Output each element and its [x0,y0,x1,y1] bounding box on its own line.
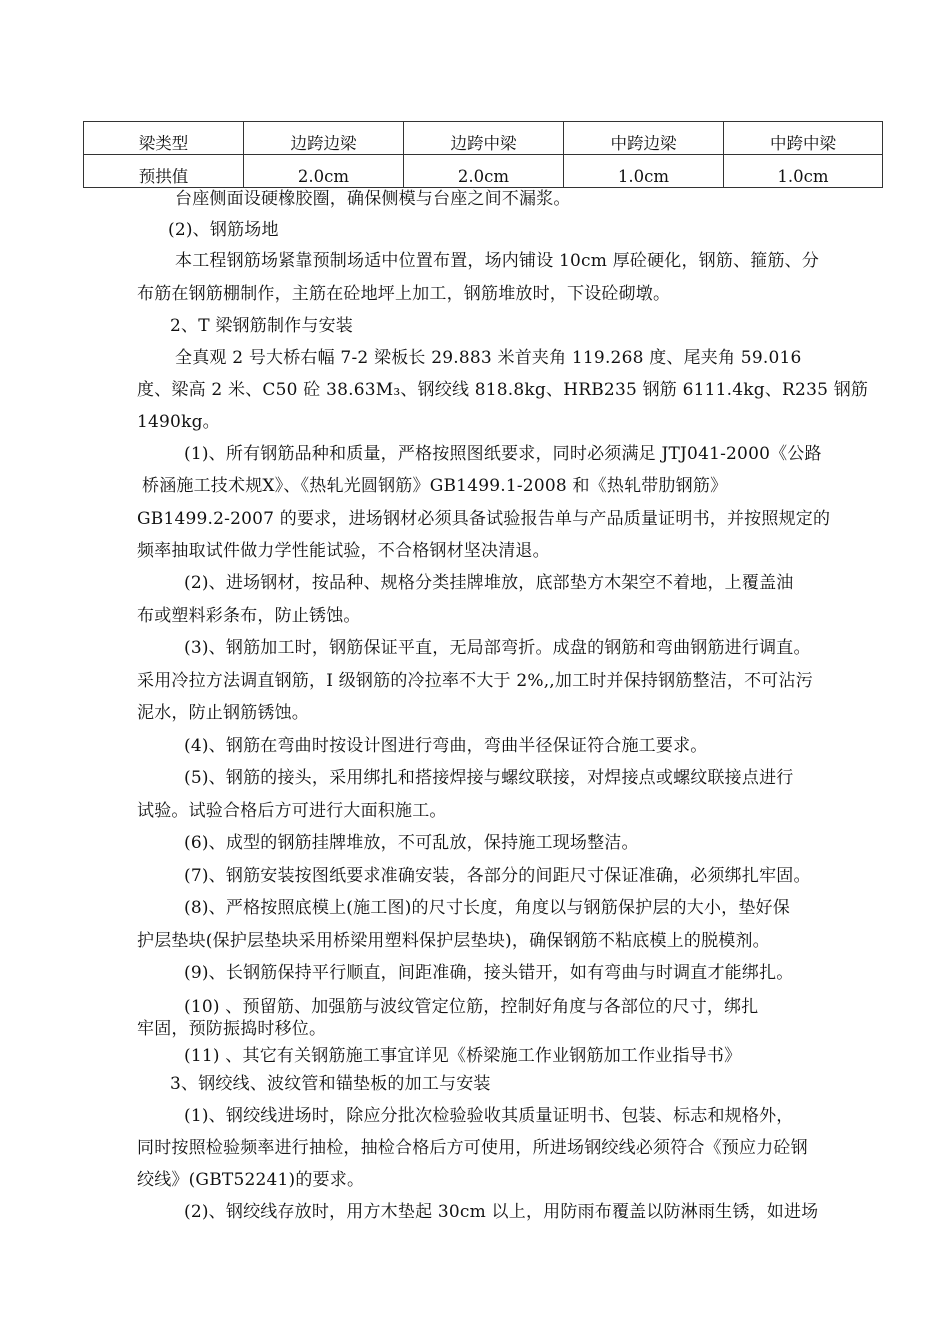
text-line: 布或塑料彩条布，防止锈蚀。 [137,606,361,626]
text-line: 布筋在钢筋棚制作，主筋在砼地坪上加工，钢筋堆放时，下设砼砌墩。 [137,284,671,304]
section-heading: 3、钢绞线、波纹管和锚垫板的加工与安装 [170,1074,491,1094]
text-line: 本工程钢筋场紧靠预制场适中位置布置，场内铺设 10cm 厚砼硬化，钢筋、箍筋、分 [175,251,820,271]
text-line: 泥水，防止钢筋锈蚀。 [137,703,309,723]
header-cell: 中跨边梁 [564,122,724,155]
text-line: (9)、长钢筋保持平行顺直，间距准确，接头错开，如有弯曲与时调直才能绑扎。 [184,963,794,983]
table-header-row [84,122,883,155]
header-cell: 边跨边梁 [244,122,404,155]
text-line: 度、梁高 2 米、C50 砼 38.63M₃、钢绞线 818.8kg、HRB235 钢筋 6111.4kg、R235 钢筋 [137,380,869,400]
text-line: (2)、进场钢材，按品种、规格分类挂牌堆放，底部垫方木架空不着地，上覆盖油 [184,573,794,593]
text-line: (1)、钢绞线进场时，除应分批次检验验收其质量证明书、包装、标志和规格外， [184,1106,794,1126]
table-row [84,155,883,188]
section-heading: (2)、钢筋场地 [168,220,279,240]
text-line: (3)、钢筋加工时，钢筋保证平直，无局部弯折。成盘的钢筋和弯曲钢筋进行调直。 [184,638,811,658]
text-line: (10) 、预留筋、加强筋与波纹管定位筋，控制好角度与各部位的尺寸，绑扎 [184,997,759,1017]
text-line: (2)、钢绞线存放时，用方木垫起 30cm 以上，用防雨布覆盖以防淋雨生锈，如进场 [184,1202,819,1222]
text-line: (8)、严格按照底模上(施工图)的尺寸长度，角度以与钢筋保护层的大小，垫好保 [184,898,790,918]
text-line: 试验。试验合格后方可进行大面积施工。 [137,801,447,821]
text-line: (7)、钢筋安装按图纸要求准确安装，各部分的间距尺寸保证准确，必须绑扎牢固。 [184,866,811,886]
text-line: 台座侧面设硬橡胶圈，确保侧模与台座之间不漏浆。 [175,189,571,209]
text-line: 1490kg。 [137,412,220,432]
text-line: 频率抽取试件做力学性能试验，不合格钢材坚决清退。 [137,541,550,561]
text-line: GB1499.2-2007 的要求，进场钢材必须具备试验报告单与产品质量证明书，并按照规定的 [137,509,831,529]
section-heading: 2、T 梁钢筋制作与安装 [170,316,353,336]
text-line: 护层垫块(保护层垫块采用桥梁用塑料保护层垫块)，确保钢筋不粘底模上的脱模剂。 [137,931,770,951]
text-line: 同时按照检验频率进行抽检，抽检合格后方可使用，所进场钢绞线必须符合《预应力砼钢 [137,1138,808,1158]
text-line: 牢固，预防振捣时移位。 [137,1019,327,1039]
table-cell: 2.0cm [404,155,564,188]
table-cell: 预拱值 [84,155,244,188]
text-line: (6)、成型的钢筋挂牌堆放，不可乱放，保持施工现场整洁。 [184,833,639,853]
text-line: (11) 、其它有关钢筋施工事宜详见《桥梁施工作业钢筋加工作业指导书》 [184,1046,742,1066]
table-cell: 2.0cm [244,155,404,188]
header-cell: 梁类型 [84,122,244,155]
text-line: 采用冷拉方法调直钢筋，I 级钢筋的冷拉率不大于 2%,,加工时并保持钢筋整洁，不可沾污 [137,671,813,691]
text-line: (5)、钢筋的接头，采用绑扎和搭接焊接与螺纹联接，对焊接点或螺纹联接点进行 [184,768,794,788]
text-line: (4)、钢筋在弯曲时按设计图进行弯曲，弯曲半径保证符合施工要求。 [184,736,708,756]
text-line: 全真观 2 号大桥右幅 7-2 梁板长 29.883 米首夹角 119.268 度、尾夹角 59.016 [175,348,802,368]
table-cell: 1.0cm [564,155,724,188]
header-cell: 中跨中梁 [724,122,883,155]
camber-table [83,121,883,188]
text-line: (1)、所有钢筋品种和质量，严格按照图纸要求，同时必须满足 JTJ041-2000《公路 [184,444,822,464]
text-line: 绞线》(GBT52241)的要求。 [137,1170,365,1190]
header-cell: 边跨中梁 [404,122,564,155]
table-cell: 1.0cm [724,155,883,188]
text-line: 桥涵施工技术规X》、《热轧光圆钢筋》GB1499.1-2008 和《热轧带肋钢筋》 [142,476,728,496]
